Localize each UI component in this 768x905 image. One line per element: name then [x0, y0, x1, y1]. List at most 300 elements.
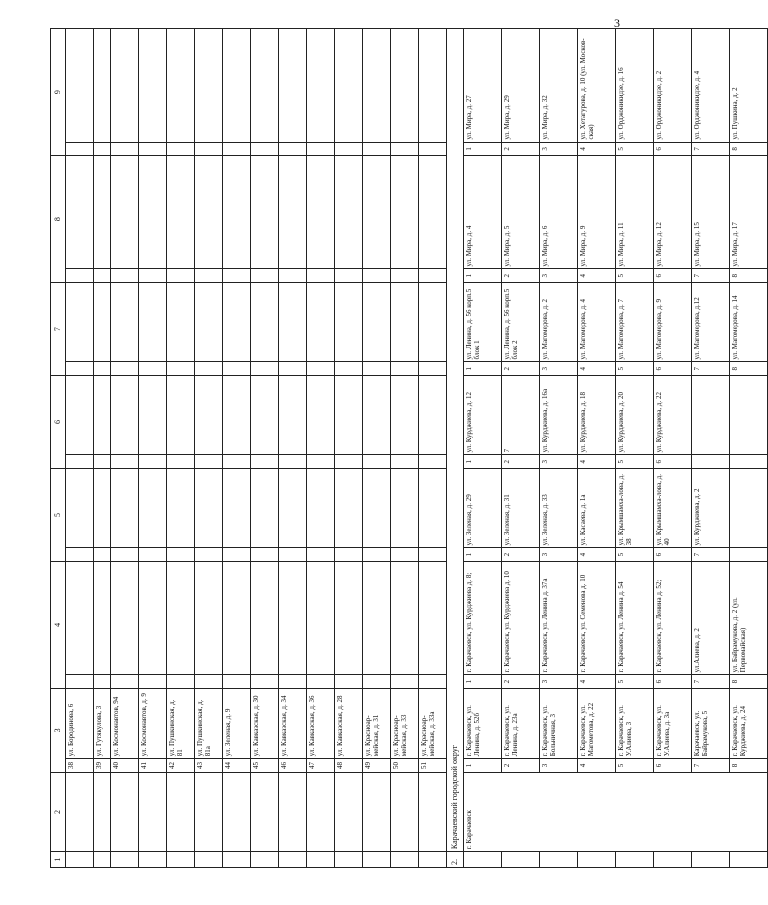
- row-number: 39: [94, 759, 111, 773]
- address-cell: ул. Мира, д. 6: [540, 156, 578, 269]
- address-cell: Карачаевск, ул. Байрамукова, 5: [692, 688, 730, 758]
- empty-cell: [307, 362, 335, 376]
- empty-cell: [391, 142, 419, 156]
- item-number: 5: [616, 675, 654, 689]
- address-cell: ул. Зеленая, д. 9: [223, 688, 251, 758]
- empty-cell: [223, 468, 251, 547]
- empty-cell: [94, 283, 111, 362]
- empty-cell: [391, 269, 419, 283]
- column-number-9: 9: [51, 29, 66, 156]
- col2-cell: [167, 772, 195, 851]
- empty-cell: [94, 29, 111, 143]
- table-row: [464, 29, 502, 868]
- address-cell: [730, 468, 768, 547]
- item-number: 1: [464, 142, 502, 156]
- col1-cell: [139, 852, 167, 868]
- column-number-5: 5: [51, 468, 66, 561]
- empty-cell: [66, 468, 94, 547]
- item-number: [692, 455, 730, 469]
- row-number: 46: [279, 759, 307, 773]
- empty-cell: [251, 675, 279, 689]
- col1-cell: [111, 852, 139, 868]
- address-cell: ул. Мира, д. 9: [578, 156, 616, 269]
- empty-cell: [111, 362, 139, 376]
- address-cell: г. Карачаевск, ул. Ленина, д. 23а: [502, 688, 540, 758]
- address-cell: ул. Бородинова, 6: [66, 688, 94, 758]
- empty-cell: [363, 156, 391, 269]
- empty-cell: [251, 283, 279, 362]
- address-cell: ул. Курджиева, д. 18: [578, 376, 616, 455]
- table-row: [111, 29, 139, 868]
- empty-cell: [419, 468, 447, 547]
- address-cell: ул. Крымшамха-лова, д. 40: [654, 468, 692, 547]
- item-number: 1: [464, 548, 502, 562]
- column-number-1: 1: [51, 852, 66, 868]
- empty-cell: [391, 283, 419, 362]
- empty-cell: [167, 269, 195, 283]
- col1-cell: [540, 852, 578, 868]
- row-number: 42: [167, 759, 195, 773]
- item-number: 3: [540, 548, 578, 562]
- empty-cell: [111, 283, 139, 362]
- table-row: [692, 29, 730, 868]
- empty-cell: [335, 376, 363, 455]
- col1-cell: [195, 852, 223, 868]
- empty-cell: [307, 142, 335, 156]
- row-number: 47: [307, 759, 335, 773]
- empty-cell: [111, 561, 139, 674]
- empty-cell: [167, 156, 195, 269]
- empty-cell: [223, 455, 251, 469]
- empty-cell: [167, 376, 195, 455]
- empty-cell: [139, 142, 167, 156]
- empty-cell: [335, 269, 363, 283]
- empty-cell: [335, 142, 363, 156]
- item-number: 5: [616, 759, 654, 773]
- empty-cell: [363, 269, 391, 283]
- item-number: 3: [540, 455, 578, 469]
- empty-cell: [279, 468, 307, 547]
- empty-cell: [167, 455, 195, 469]
- empty-cell: [195, 468, 223, 547]
- row-number: 50: [391, 759, 419, 773]
- empty-cell: [195, 376, 223, 455]
- col1-cell: [616, 852, 654, 868]
- empty-cell: [167, 29, 195, 143]
- address-cell: г. Карачаевск, ул. Курджиева д. 10: [502, 561, 540, 674]
- address-cell: ул. Мира, д. 15: [692, 156, 730, 269]
- address-cell: ул. Космонавтов, д. 9: [139, 688, 167, 758]
- empty-cell: [94, 561, 111, 674]
- empty-cell: [391, 548, 419, 562]
- empty-cell: [335, 29, 363, 143]
- item-number: 3: [540, 675, 578, 689]
- empty-cell: [139, 362, 167, 376]
- city-cell: г. Карачаевск: [464, 772, 768, 851]
- empty-cell: [139, 376, 167, 455]
- item-number: 4: [578, 759, 616, 773]
- empty-cell: [223, 548, 251, 562]
- item-number: 4: [578, 455, 616, 469]
- item-number: 4: [578, 548, 616, 562]
- empty-cell: [139, 675, 167, 689]
- table-row: [139, 29, 167, 868]
- column-number-3: 3: [51, 688, 66, 772]
- empty-cell: [111, 269, 139, 283]
- empty-cell: [307, 376, 335, 455]
- empty-cell: [307, 675, 335, 689]
- empty-cell: [307, 455, 335, 469]
- empty-cell: [307, 29, 335, 143]
- item-number: 7: [692, 675, 730, 689]
- table-row: [251, 29, 279, 868]
- item-number: 6: [654, 548, 692, 562]
- col2-cell: [139, 772, 167, 851]
- col2-cell: [419, 772, 447, 851]
- col1-cell: [391, 852, 419, 868]
- col1-cell: [692, 852, 730, 868]
- empty-cell: [94, 468, 111, 547]
- empty-cell: [307, 468, 335, 547]
- col2-cell: [251, 772, 279, 851]
- table-row: [66, 29, 94, 868]
- address-cell: ул. Магомедова, д. 4: [578, 283, 616, 362]
- empty-cell: [307, 283, 335, 362]
- address-cell: ул. Байрамукова, д. 2 (ул. Первомайская): [730, 561, 768, 674]
- empty-cell: [223, 29, 251, 143]
- col1-cell: [578, 852, 616, 868]
- empty-cell: [335, 468, 363, 547]
- empty-cell: [419, 376, 447, 455]
- col1-cell: [251, 852, 279, 868]
- empty-cell: [419, 548, 447, 562]
- item-number: 4: [578, 675, 616, 689]
- empty-cell: [363, 376, 391, 455]
- empty-cell: [94, 362, 111, 376]
- row-number: 40: [111, 759, 139, 773]
- address-cell: ул. Зеленая, д. 33: [540, 468, 578, 547]
- empty-cell: [335, 561, 363, 674]
- empty-cell: [279, 548, 307, 562]
- empty-cell: [111, 376, 139, 455]
- row-number: 49: [363, 759, 391, 773]
- empty-cell: [66, 376, 94, 455]
- column-number-7: 7: [51, 283, 66, 376]
- item-number: 3: [540, 759, 578, 773]
- address-cell: г. Карачаевск, ул. Ленина, д. 52б: [464, 688, 502, 758]
- address-cell: ул. Курджиева, д. 16а: [540, 376, 578, 455]
- col1-cell: [464, 852, 502, 868]
- empty-cell: [419, 675, 447, 689]
- empty-cell: [223, 362, 251, 376]
- col1-cell: [307, 852, 335, 868]
- item-number: 2: [502, 759, 540, 773]
- empty-cell: [139, 29, 167, 143]
- empty-cell: [363, 455, 391, 469]
- row-number: 44: [223, 759, 251, 773]
- address-cell: ул. Мира, д. 11: [616, 156, 654, 269]
- column-numbers-row: [51, 29, 66, 868]
- empty-cell: [279, 561, 307, 674]
- empty-cell: [167, 548, 195, 562]
- empty-cell: [167, 468, 195, 547]
- item-number: 2: [502, 455, 540, 469]
- empty-cell: [94, 675, 111, 689]
- empty-cell: [279, 455, 307, 469]
- address-cell: ул. Зеленая, д. 31: [502, 468, 540, 547]
- empty-cell: [251, 561, 279, 674]
- item-number: 4: [578, 142, 616, 156]
- address-cell: ул. Зеленая, д. 29: [464, 468, 502, 547]
- empty-cell: [94, 548, 111, 562]
- address-cell: ул. Орджоникидзе, д. 2: [654, 29, 692, 143]
- empty-cell: [195, 283, 223, 362]
- empty-cell: [223, 283, 251, 362]
- col1-cell: [94, 852, 111, 868]
- col2-cell: [94, 772, 111, 851]
- empty-cell: [363, 142, 391, 156]
- item-number: 1: [464, 269, 502, 283]
- address-cell: ул. Хетагурова, д. 10 (ул. Москов-ская): [578, 29, 616, 143]
- empty-cell: [251, 362, 279, 376]
- address-cell: ул. Магомедова, д. 14: [730, 283, 768, 362]
- empty-cell: [66, 269, 94, 283]
- table-row: [363, 29, 391, 868]
- address-cell: г. Карачаевск, ул. Больничная, 3: [540, 688, 578, 758]
- item-number: 4: [578, 362, 616, 376]
- address-cell: ул. Гутякулова, 3: [94, 688, 111, 758]
- item-number: 8: [730, 759, 768, 773]
- empty-cell: [419, 156, 447, 269]
- empty-cell: [279, 283, 307, 362]
- address-cell: [692, 376, 730, 455]
- address-cell: ул. Курджиева, д. 22: [654, 376, 692, 455]
- address-cell: ул. Пушкинская, д. 81: [167, 688, 195, 758]
- row-number: 43: [195, 759, 223, 773]
- empty-cell: [391, 376, 419, 455]
- table-row: [502, 29, 540, 868]
- empty-cell: [167, 362, 195, 376]
- item-number: 5: [616, 455, 654, 469]
- address-cell: ул. Курджиева, д. 20: [616, 376, 654, 455]
- address-cell: ул. Кавказская, д. 30: [251, 688, 279, 758]
- empty-cell: [111, 548, 139, 562]
- col1-cell: [363, 852, 391, 868]
- table-row: [279, 29, 307, 868]
- empty-cell: [139, 156, 167, 269]
- address-cell: ул. Кавказская, д. 28: [335, 688, 363, 758]
- item-number: 1: [464, 455, 502, 469]
- address-cell: г. Карачаевск, ул. У.Алиева, д. 3а: [654, 688, 692, 758]
- empty-cell: [419, 455, 447, 469]
- address-cell: ул. Магомедова, д. 7: [616, 283, 654, 362]
- address-cell: ул. Мира, д. 32: [540, 29, 578, 143]
- empty-cell: [66, 283, 94, 362]
- table-row: [616, 29, 654, 868]
- empty-cell: [66, 156, 94, 269]
- address-cell: г. Карачаевск, ул. Ленина д. 52;: [654, 561, 692, 674]
- address-cell: г. Карачаевск, ул. Семенова д. 10: [578, 561, 616, 674]
- empty-cell: [335, 362, 363, 376]
- empty-cell: [195, 561, 223, 674]
- address-cell: ул. Орджоникидзе, д. 16: [616, 29, 654, 143]
- empty-cell: [195, 455, 223, 469]
- empty-cell: [66, 548, 94, 562]
- empty-cell: [391, 29, 419, 143]
- table-row: [419, 29, 447, 868]
- empty-cell: [66, 29, 94, 143]
- empty-cell: [335, 156, 363, 269]
- row-number: 48: [335, 759, 363, 773]
- empty-cell: [419, 283, 447, 362]
- col1-cell: [419, 852, 447, 868]
- empty-cell: [94, 142, 111, 156]
- empty-cell: [251, 269, 279, 283]
- empty-cell: [111, 29, 139, 143]
- address-cell: [730, 376, 768, 455]
- empty-cell: [279, 675, 307, 689]
- section-title: Карачаевский городской округ: [447, 29, 464, 852]
- col2-cell: [335, 772, 363, 851]
- address-cell: г. Карачаевск, ул. Курджиева д. 8;: [464, 561, 502, 674]
- empty-cell: [223, 376, 251, 455]
- empty-cell: [391, 455, 419, 469]
- col2-cell: [223, 772, 251, 851]
- empty-cell: [279, 269, 307, 283]
- item-number: 6: [654, 759, 692, 773]
- item-number: 6: [654, 455, 692, 469]
- table-row: [391, 29, 419, 868]
- empty-cell: [279, 376, 307, 455]
- empty-cell: [391, 362, 419, 376]
- empty-cell: [223, 142, 251, 156]
- empty-cell: [139, 269, 167, 283]
- empty-cell: [363, 362, 391, 376]
- address-cell: г. Карачаевск, ул. Магометова, д. 22: [578, 688, 616, 758]
- empty-cell: [419, 561, 447, 674]
- empty-cell: [94, 376, 111, 455]
- empty-cell: [363, 548, 391, 562]
- col1-cell: [167, 852, 195, 868]
- empty-cell: [251, 468, 279, 547]
- empty-cell: [66, 362, 94, 376]
- item-number: 1: [464, 759, 502, 773]
- section-row: [447, 29, 464, 868]
- empty-cell: [419, 362, 447, 376]
- empty-cell: [223, 561, 251, 674]
- table-row: [167, 29, 195, 868]
- address-cell: г. Карачаевск, ул. У.Алиева, 3: [616, 688, 654, 758]
- col2-cell: [363, 772, 391, 851]
- empty-cell: [195, 156, 223, 269]
- address-cell: ул. Мира, д. 29: [502, 29, 540, 143]
- empty-cell: [251, 29, 279, 143]
- table-row: [223, 29, 251, 868]
- column-number-2: 2: [51, 772, 66, 851]
- empty-cell: [139, 561, 167, 674]
- address-cell: ул. Магомедова, д. 2: [540, 283, 578, 362]
- row-number: 45: [251, 759, 279, 773]
- address-cell: ул. Космонавтов, 94: [111, 688, 139, 758]
- address-cell: ул. Кавказская, д. 34: [279, 688, 307, 758]
- column-number-4: 4: [51, 561, 66, 688]
- table-row: [307, 29, 335, 868]
- address-cell: ул. Мира, д. 17: [730, 156, 768, 269]
- empty-cell: [195, 548, 223, 562]
- item-number: 8: [730, 675, 768, 689]
- empty-cell: [335, 675, 363, 689]
- empty-cell: [419, 142, 447, 156]
- item-number: 6: [654, 269, 692, 283]
- empty-cell: [335, 455, 363, 469]
- item-number: 5: [616, 362, 654, 376]
- empty-cell: [167, 561, 195, 674]
- empty-cell: [419, 29, 447, 143]
- empty-cell: [279, 362, 307, 376]
- empty-cell: [279, 142, 307, 156]
- address-cell: ул. Магомедова, д.12: [692, 283, 730, 362]
- address-cell: ул. Курджиева, д. 12: [464, 376, 502, 455]
- address-cell: ул. Кавказская, д. 36: [307, 688, 335, 758]
- col1-cell: [279, 852, 307, 868]
- table-row: [730, 29, 768, 868]
- address-cell: ул. Магомедова, д. 9: [654, 283, 692, 362]
- item-number: 5: [616, 548, 654, 562]
- col1-cell: [66, 852, 94, 868]
- empty-cell: [195, 675, 223, 689]
- empty-cell: [419, 269, 447, 283]
- empty-cell: [391, 156, 419, 269]
- address-cell: ул. Ленина, д. 56 корп.5 блок 1: [464, 283, 502, 362]
- item-number: 5: [616, 269, 654, 283]
- table-row: [540, 29, 578, 868]
- empty-cell: [167, 675, 195, 689]
- column-number-6: 6: [51, 376, 66, 469]
- empty-cell: [195, 142, 223, 156]
- empty-cell: [111, 468, 139, 547]
- empty-cell: [363, 29, 391, 143]
- table-row: [195, 29, 223, 868]
- empty-cell: [279, 156, 307, 269]
- item-number: 1: [464, 675, 502, 689]
- address-cell: ул. Пушкина, д. 2: [730, 29, 768, 143]
- address-cell: 7: [502, 376, 540, 455]
- empty-cell: [251, 455, 279, 469]
- address-cell: ул. Красноар-мейская, д. 33а: [419, 688, 447, 758]
- item-number: 3: [540, 142, 578, 156]
- empty-cell: [139, 283, 167, 362]
- col2-cell: [307, 772, 335, 851]
- empty-cell: [307, 548, 335, 562]
- address-cell: ул. Касаева, д. 1а: [578, 468, 616, 547]
- address-cell: ул. Орджоникидзе, д. 4: [692, 29, 730, 143]
- item-number: 2: [502, 269, 540, 283]
- row-number: 51: [419, 759, 447, 773]
- empty-cell: [94, 156, 111, 269]
- address-cell: ул. Курджиева, д. 2: [692, 468, 730, 547]
- col2-cell: [279, 772, 307, 851]
- address-cell: г. Карачаевск, ул. Ленина д. 37а: [540, 561, 578, 674]
- row-number: 38: [66, 759, 94, 773]
- empty-cell: [139, 548, 167, 562]
- empty-cell: [167, 283, 195, 362]
- item-number: 2: [502, 548, 540, 562]
- address-cell: ул. Мира, д. 5: [502, 156, 540, 269]
- empty-cell: [223, 269, 251, 283]
- empty-cell: [391, 561, 419, 674]
- table-row: [654, 29, 692, 868]
- empty-cell: [111, 142, 139, 156]
